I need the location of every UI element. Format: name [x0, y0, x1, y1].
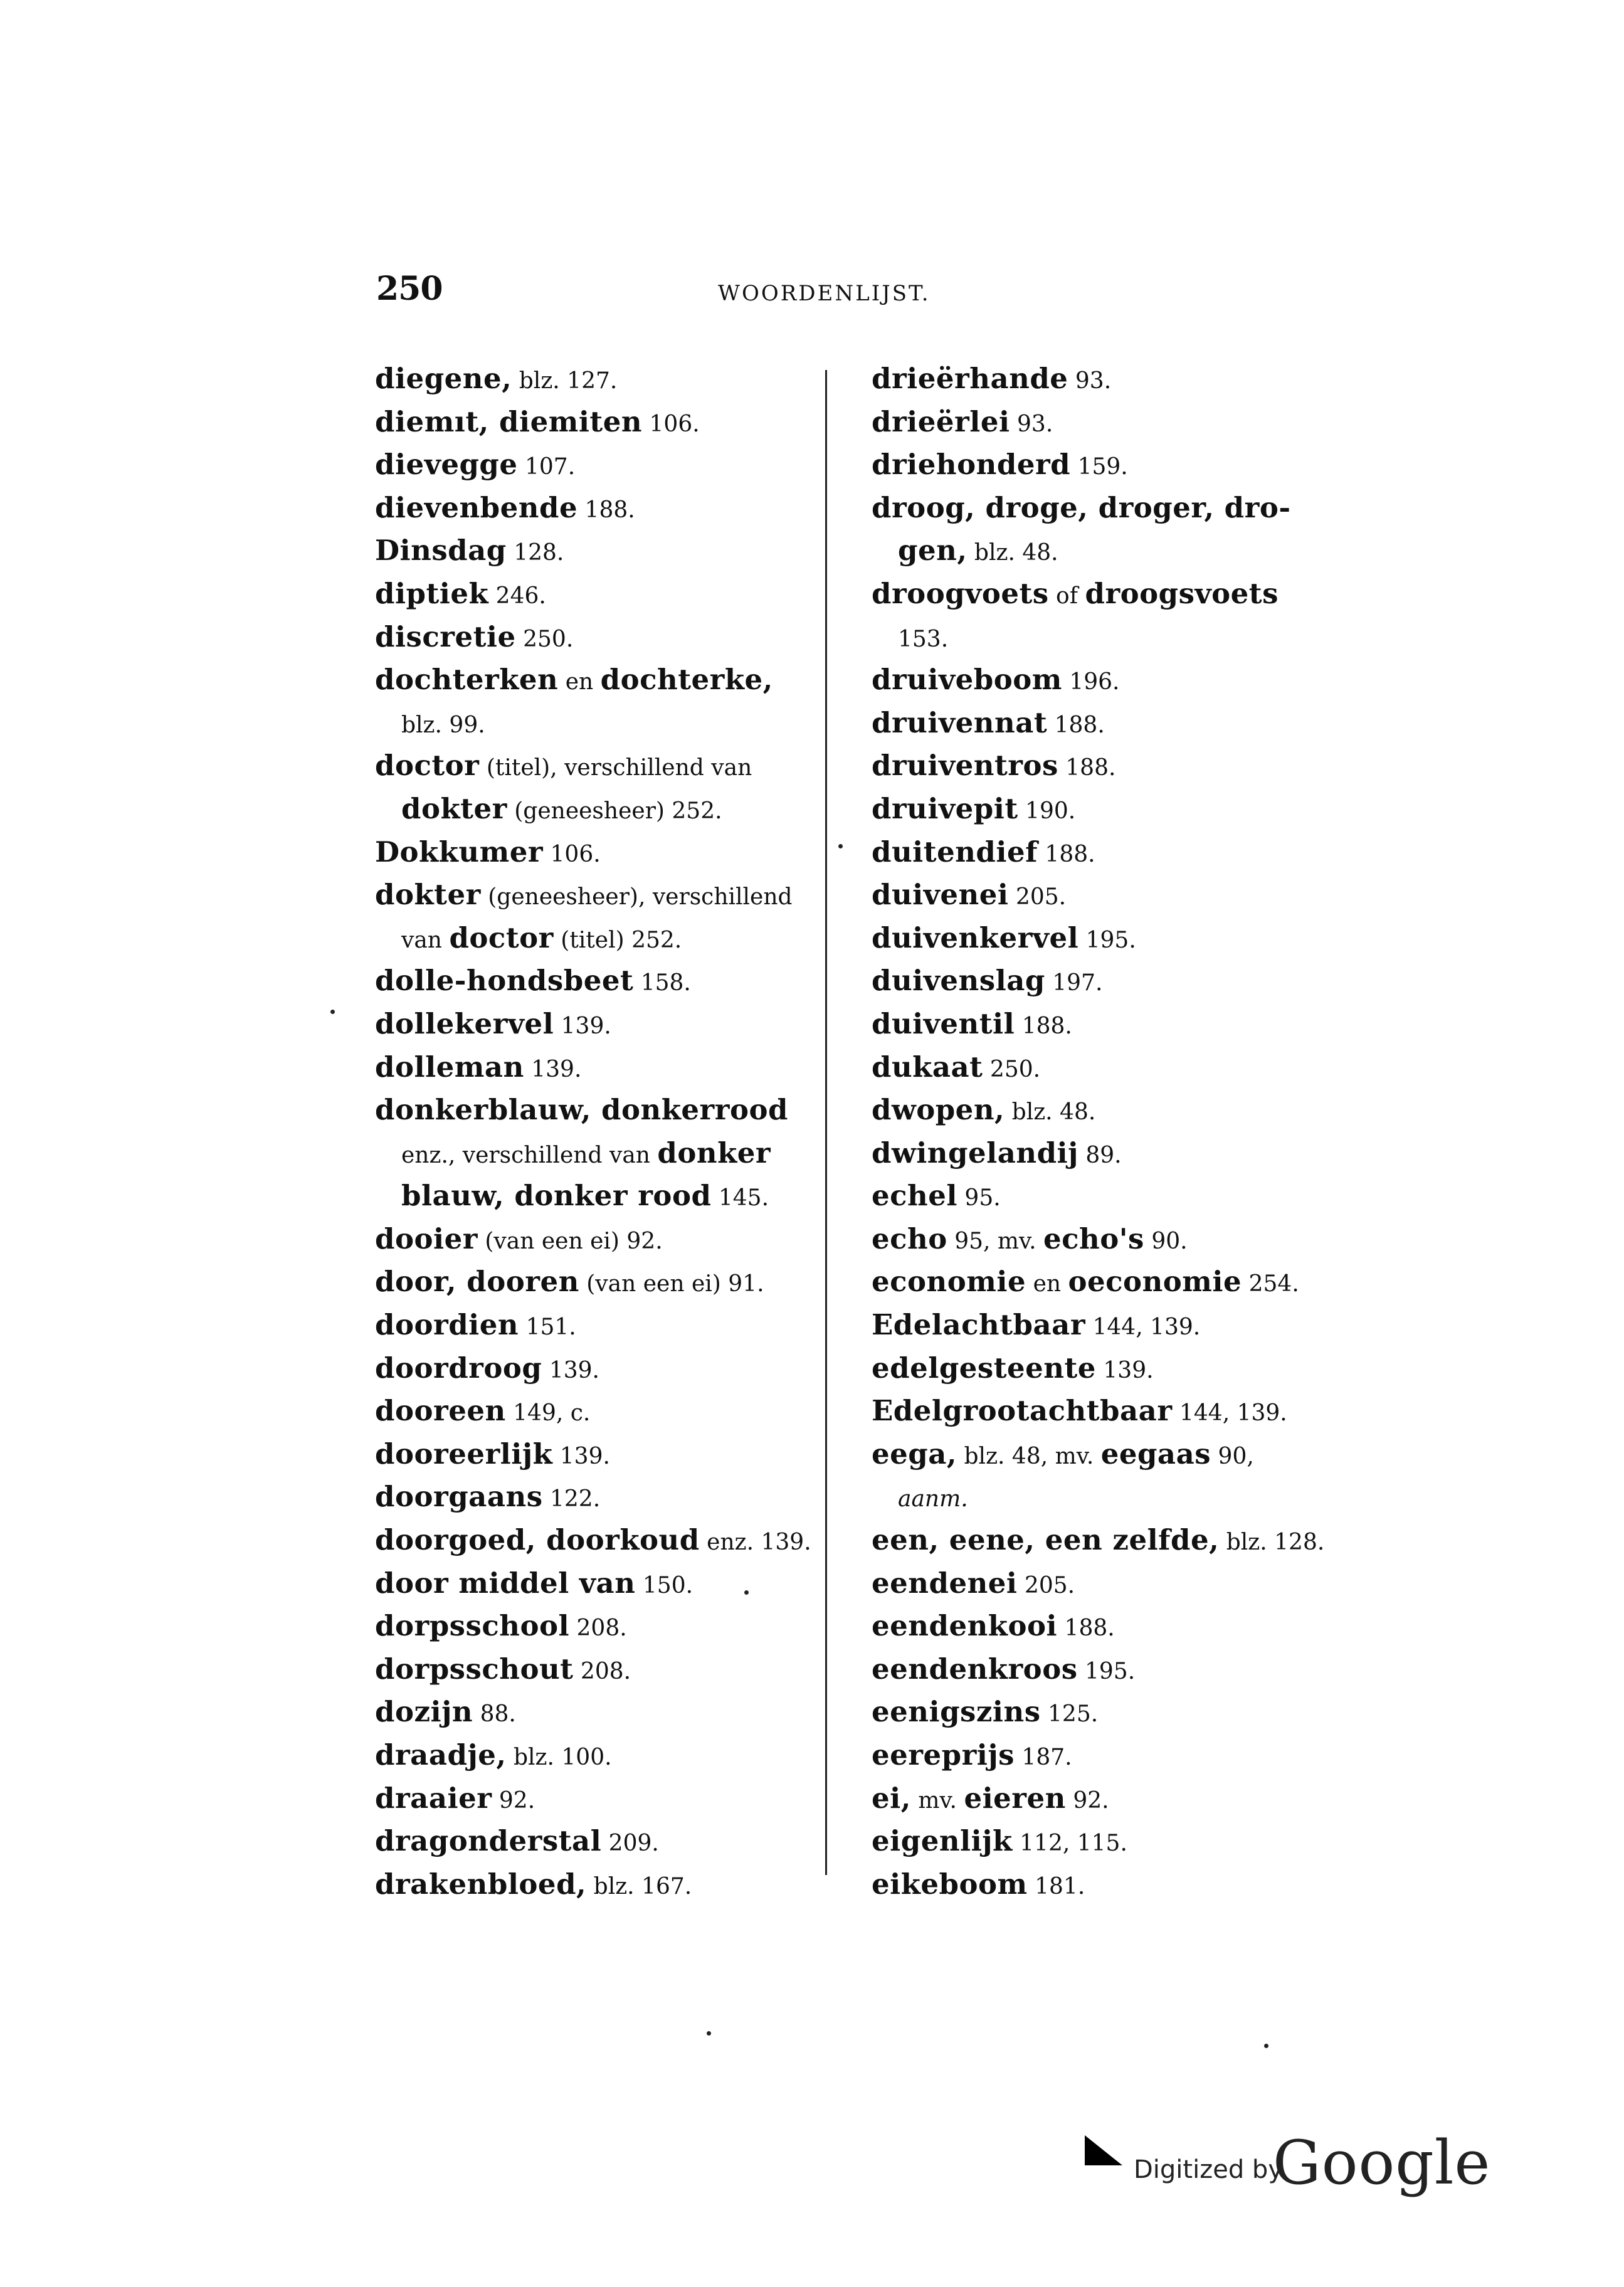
- entry-reference: 208.: [573, 1658, 631, 1684]
- entry-reference: 139.: [542, 1357, 599, 1383]
- index-entry: [375, 1820, 789, 1863]
- entry-headword: dolleman: [375, 1050, 524, 1084]
- entry-headword: oeconomie: [1068, 1265, 1242, 1299]
- entry-reference: 139.: [524, 1056, 582, 1082]
- entry-headword: druiventros: [872, 749, 1058, 783]
- entry-headword: edelgesteente: [872, 1351, 1096, 1385]
- entry-headword: dievenbende: [375, 490, 578, 524]
- index-entry: [375, 1519, 811, 1562]
- index-entry: [375, 744, 789, 788]
- entry-headword: dorpsschool: [375, 1609, 570, 1643]
- index-entry: [872, 1046, 1285, 1089]
- entry-headword: doordroog: [375, 1351, 542, 1385]
- entry-reference: enz. 139.: [699, 1529, 811, 1556]
- entry-reference: 188.: [1015, 1013, 1072, 1039]
- entry-headword: echo's: [1043, 1222, 1144, 1255]
- index-entry: [375, 1089, 789, 1132]
- entry-reference: 205.: [1017, 1572, 1075, 1598]
- index-entry: [375, 401, 789, 444]
- index-entry: [872, 1218, 1285, 1261]
- index-entry: [872, 658, 1285, 702]
- entry-headword: eendenkooi: [872, 1609, 1058, 1643]
- entry-reference: 92.: [492, 1787, 535, 1814]
- index-entry: [872, 1175, 1285, 1218]
- entry-headword: dooier: [375, 1222, 478, 1255]
- entry-reference: 150.: [635, 1572, 693, 1598]
- index-entry: [872, 401, 1285, 444]
- entry-headword: doctor: [449, 921, 554, 954]
- entry-headword: discretie: [375, 620, 516, 653]
- entry-reference: 92.: [1065, 1787, 1109, 1814]
- entry-reference: 209.: [601, 1830, 659, 1857]
- entry-reference: 188.: [577, 497, 635, 523]
- entry-reference: 188.: [1047, 712, 1105, 738]
- entry-headword: drieërhande: [872, 362, 1068, 395]
- index-entry: [872, 616, 1285, 659]
- entry-headword: duiventil: [872, 1006, 1015, 1040]
- entry-reference: 195.: [1077, 1658, 1136, 1684]
- index-entry: [872, 1003, 1285, 1046]
- watermark-brand: Google: [1273, 2128, 1491, 2198]
- entry-reference: (van een ei) 91.: [579, 1271, 764, 1297]
- entry-headword: donkerblauw, donkerrood: [375, 1093, 788, 1127]
- index-entry: [872, 1304, 1285, 1347]
- index-entry: [872, 1347, 1285, 1390]
- entry-reference: van: [401, 927, 450, 953]
- index-entry: [872, 487, 1291, 530]
- entry-headword: eenigszins: [872, 1695, 1041, 1729]
- index-entry: [375, 1304, 789, 1347]
- entry-headword: doorgoed, doorkoud: [375, 1523, 700, 1557]
- entry-reference: 95, mv.: [947, 1228, 1043, 1254]
- entry-reference: 122.: [542, 1486, 601, 1513]
- entry-headword: eereprijs: [872, 1738, 1015, 1772]
- index-entry: [872, 744, 1285, 788]
- entry-headword: duivenkervel: [872, 921, 1079, 954]
- index-entry: [375, 917, 789, 960]
- print-speck: [707, 2031, 711, 2036]
- column-rule: [825, 370, 827, 1875]
- index-entry: [872, 529, 1285, 573]
- index-entry: [375, 487, 789, 530]
- index-entry: [375, 1476, 789, 1519]
- index-entry: [375, 1691, 789, 1734]
- index-entry: [872, 1777, 1285, 1820]
- entry-headword: dwingelandij: [872, 1136, 1078, 1170]
- entry-headword: druiveboom: [872, 663, 1062, 697]
- entry-headword: diemıt, diemiten: [375, 404, 643, 438]
- entry-headword: eieren: [964, 1781, 1066, 1815]
- entry-headword: dozijn: [375, 1695, 473, 1729]
- entry-headword: duivenei: [872, 878, 1009, 912]
- entry-reference: 197.: [1045, 970, 1103, 996]
- entry-headword: echel: [872, 1179, 957, 1213]
- entry-reference: 196.: [1062, 669, 1120, 695]
- left-column: [375, 357, 811, 1906]
- index-entry: [375, 1132, 789, 1175]
- entry-reference: 88.: [473, 1701, 516, 1728]
- entry-headword: dwopen,: [872, 1093, 1005, 1127]
- index-entry: [375, 658, 789, 702]
- entry-headword: draaier: [375, 1781, 492, 1815]
- index-entry: [375, 1734, 789, 1777]
- index-entry: [375, 874, 793, 917]
- entry-reference: 188.: [1058, 755, 1116, 781]
- entry-headword: Dokkumer: [375, 835, 544, 869]
- entry-headword: drieërlei: [872, 404, 1010, 438]
- entry-reference: 90.: [1144, 1228, 1188, 1254]
- index-entry: [375, 1562, 789, 1605]
- entry-headword: blauw, donker rood: [401, 1179, 712, 1213]
- entry-reference: 93.: [1010, 411, 1053, 437]
- index-entry: [872, 1390, 1285, 1433]
- index-entry: [375, 443, 789, 487]
- entry-reference: 158.: [633, 970, 691, 996]
- entry-headword: druivepit: [872, 791, 1018, 825]
- entry-reference: 128.: [506, 540, 564, 566]
- entry-headword: duitendief: [872, 835, 1038, 869]
- entry-headword: duivenslag: [872, 964, 1045, 998]
- entry-headword: drakenbloed,: [375, 1867, 587, 1901]
- entry-reference: 149, c.: [505, 1400, 591, 1427]
- index-entry: [872, 1734, 1285, 1777]
- digitization-watermark: [1085, 2123, 1491, 2198]
- entry-reference: 188.: [1057, 1615, 1115, 1642]
- entry-headword: eegaas: [1100, 1437, 1211, 1471]
- index-entry: [375, 788, 789, 831]
- index-entry: [375, 1863, 789, 1906]
- entry-reference: blz. 167.: [586, 1873, 692, 1899]
- entry-headword: eendenkroos: [872, 1652, 1078, 1686]
- entry-reference: blz. 99.: [401, 712, 485, 738]
- entry-reference: 90,: [1211, 1443, 1254, 1469]
- entry-headword: dokter: [375, 878, 481, 912]
- entry-headword: dollekervel: [375, 1006, 554, 1040]
- entry-headword: doctor: [375, 749, 480, 783]
- print-speck: [838, 844, 843, 848]
- entry-reference: 145.: [711, 1185, 769, 1212]
- entry-headword: dievegge: [375, 448, 518, 482]
- print-speck: [744, 1590, 749, 1595]
- entry-headword: diptiek: [375, 576, 489, 610]
- index-entry: [375, 1777, 789, 1820]
- entry-headword: eigenlijk: [872, 1824, 1013, 1858]
- watermark-prefix: Digitized by: [1134, 2155, 1283, 2184]
- entry-reference: blz. 48, mv.: [957, 1443, 1101, 1469]
- entry-headword: donker: [657, 1136, 771, 1170]
- entry-reference: 139.: [1095, 1357, 1154, 1383]
- index-entry: [872, 357, 1285, 401]
- index-entry: [375, 1433, 789, 1476]
- entry-headword: draadje,: [375, 1738, 507, 1772]
- entry-headword: droogvoets: [872, 576, 1049, 610]
- index-entry: [375, 616, 789, 659]
- index-entry: [872, 1648, 1285, 1691]
- entry-headword: door, dooren: [375, 1265, 579, 1299]
- entry-reference: 254.: [1242, 1271, 1299, 1297]
- page-number: 250: [376, 270, 443, 308]
- index-entry: [872, 1132, 1285, 1175]
- index-entry: [375, 1605, 789, 1648]
- right-column: [872, 357, 1325, 1906]
- entry-headword: dochterken: [375, 663, 559, 697]
- index-entry: [375, 1175, 789, 1218]
- entry-headword: driehonderd: [872, 448, 1071, 482]
- index-entry: [872, 1863, 1285, 1906]
- entry-headword: droogsvoets: [1085, 576, 1279, 610]
- index-entry: [872, 702, 1285, 745]
- entry-reference: of: [1048, 583, 1085, 609]
- index-entry: [375, 1003, 789, 1046]
- entry-reference: blz. 48.: [1004, 1099, 1096, 1126]
- entry-headword: Edelachtbaar: [872, 1308, 1086, 1342]
- entry-reference: (titel), verschillend van: [479, 755, 752, 781]
- entry-reference: aanm.: [898, 1486, 968, 1513]
- entry-reference: blz. 48.: [967, 540, 1058, 566]
- entry-headword: eendenei: [872, 1566, 1018, 1600]
- entry-headword: dorpsschout: [375, 1652, 574, 1686]
- index-entry: [872, 1519, 1325, 1562]
- entry-headword: droog, droge, droger, dro-: [872, 490, 1291, 524]
- entry-reference: enz., verschillend van: [401, 1142, 658, 1168]
- index-entry: [872, 443, 1285, 487]
- entry-reference: 188.: [1037, 841, 1095, 867]
- entry-reference: 250.: [983, 1056, 1041, 1082]
- index-entry: [872, 1820, 1285, 1863]
- entry-reference: 144, 139.: [1085, 1314, 1201, 1341]
- entry-reference: mv.: [910, 1787, 964, 1814]
- entry-reference: 112, 115.: [1012, 1830, 1127, 1857]
- index-entry: [872, 573, 1285, 616]
- index-entry: [872, 1089, 1285, 1132]
- entry-reference: 93.: [1068, 368, 1112, 394]
- entry-headword: eega,: [872, 1437, 957, 1471]
- entry-headword: ei,: [872, 1781, 911, 1815]
- entry-headword: echo: [872, 1222, 947, 1255]
- entry-headword: dooreen: [375, 1394, 506, 1428]
- entry-reference: 208.: [569, 1615, 627, 1642]
- entry-headword: dokter: [401, 791, 507, 825]
- entry-reference: 151.: [519, 1314, 576, 1341]
- entry-headword: doorgaans: [375, 1480, 543, 1514]
- index-entry: [872, 831, 1285, 874]
- index-entry: [375, 702, 789, 745]
- entry-reference: 159.: [1070, 454, 1128, 480]
- entry-headword: dooreerlijk: [375, 1437, 553, 1471]
- entry-reference: 144, 139.: [1172, 1400, 1287, 1427]
- running-title: WOORDENLIJST.: [718, 281, 931, 306]
- entry-headword: gen,: [898, 534, 968, 568]
- index-entry: [872, 959, 1285, 1003]
- entry-reference: 106.: [543, 841, 601, 867]
- entry-reference: (van een ei) 92.: [477, 1228, 663, 1254]
- index-entry: [375, 529, 789, 573]
- entry-reference: 250.: [515, 626, 574, 652]
- index-entry: [872, 1260, 1299, 1304]
- entry-reference: 139.: [554, 1013, 611, 1039]
- entry-reference: blz. 128.: [1219, 1529, 1325, 1556]
- index-entry: [872, 1562, 1285, 1605]
- entry-headword: dukaat: [872, 1050, 983, 1084]
- entry-reference: (geneesheer) 252.: [507, 798, 722, 824]
- entry-headword: dolle-hondsbeet: [375, 964, 634, 998]
- entry-headword: dragonderstal: [375, 1824, 602, 1858]
- entry-reference: 246.: [488, 583, 546, 609]
- entry-reference: 190.: [1018, 798, 1076, 824]
- index-entry: [872, 1691, 1285, 1734]
- entry-headword: Dinsdag: [375, 534, 507, 568]
- index-entry: [872, 1433, 1285, 1476]
- entry-reference: 107.: [517, 454, 576, 480]
- entry-reference: 187.: [1014, 1745, 1072, 1770]
- watermark-arrow-icon: [1085, 2135, 1122, 2165]
- index-entry: [375, 959, 789, 1003]
- entry-reference: 205.: [1008, 884, 1067, 911]
- entry-reference: 139.: [552, 1443, 610, 1469]
- entry-reference: (titel) 252.: [553, 927, 682, 953]
- entry-headword: diegene,: [375, 362, 512, 395]
- entry-headword: druivennat: [872, 705, 1048, 739]
- index-entry: [375, 1046, 789, 1089]
- entry-headword: een, eene, een zelfde,: [872, 1523, 1220, 1557]
- index-entry: [375, 831, 789, 874]
- entry-headword: economie: [872, 1265, 1026, 1299]
- entry-reference: 125.: [1040, 1701, 1099, 1728]
- index-entry: [872, 1476, 1285, 1519]
- entry-reference: blz. 100.: [506, 1745, 612, 1770]
- index-entry: [872, 788, 1285, 831]
- index-entry: [375, 1648, 789, 1691]
- entry-headword: door middel van: [375, 1566, 636, 1600]
- entry-reference: 181.: [1027, 1873, 1085, 1899]
- entry-headword: eikeboom: [872, 1867, 1028, 1901]
- entry-reference: 153.: [898, 626, 949, 652]
- index-entry: [872, 917, 1285, 960]
- print-speck: [1264, 2044, 1268, 2048]
- entry-reference: 195.: [1078, 927, 1136, 953]
- entry-reference: blz. 127.: [512, 368, 618, 394]
- index-entry: [375, 1218, 789, 1261]
- page-header: [376, 270, 1279, 320]
- index-entry: [375, 1390, 789, 1433]
- entry-reference: en: [1026, 1271, 1068, 1297]
- entry-reference: 95.: [957, 1185, 1001, 1212]
- index-entry: [375, 357, 789, 401]
- index-entry: [375, 573, 789, 616]
- entry-reference: 106.: [642, 411, 700, 437]
- index-entry: [872, 1605, 1285, 1648]
- entry-reference: (geneesheer), verschillend: [480, 884, 793, 911]
- index-entry: [375, 1347, 789, 1390]
- index-entry: [375, 1260, 789, 1304]
- entry-reference: en: [558, 669, 601, 695]
- entry-headword: dochterke,: [600, 663, 773, 697]
- entry-reference: 89.: [1078, 1142, 1122, 1168]
- index-entry: [872, 874, 1285, 917]
- print-speck: [330, 1010, 335, 1014]
- entry-headword: Edelgrootachtbaar: [872, 1394, 1173, 1428]
- entry-headword: doordien: [375, 1308, 519, 1342]
